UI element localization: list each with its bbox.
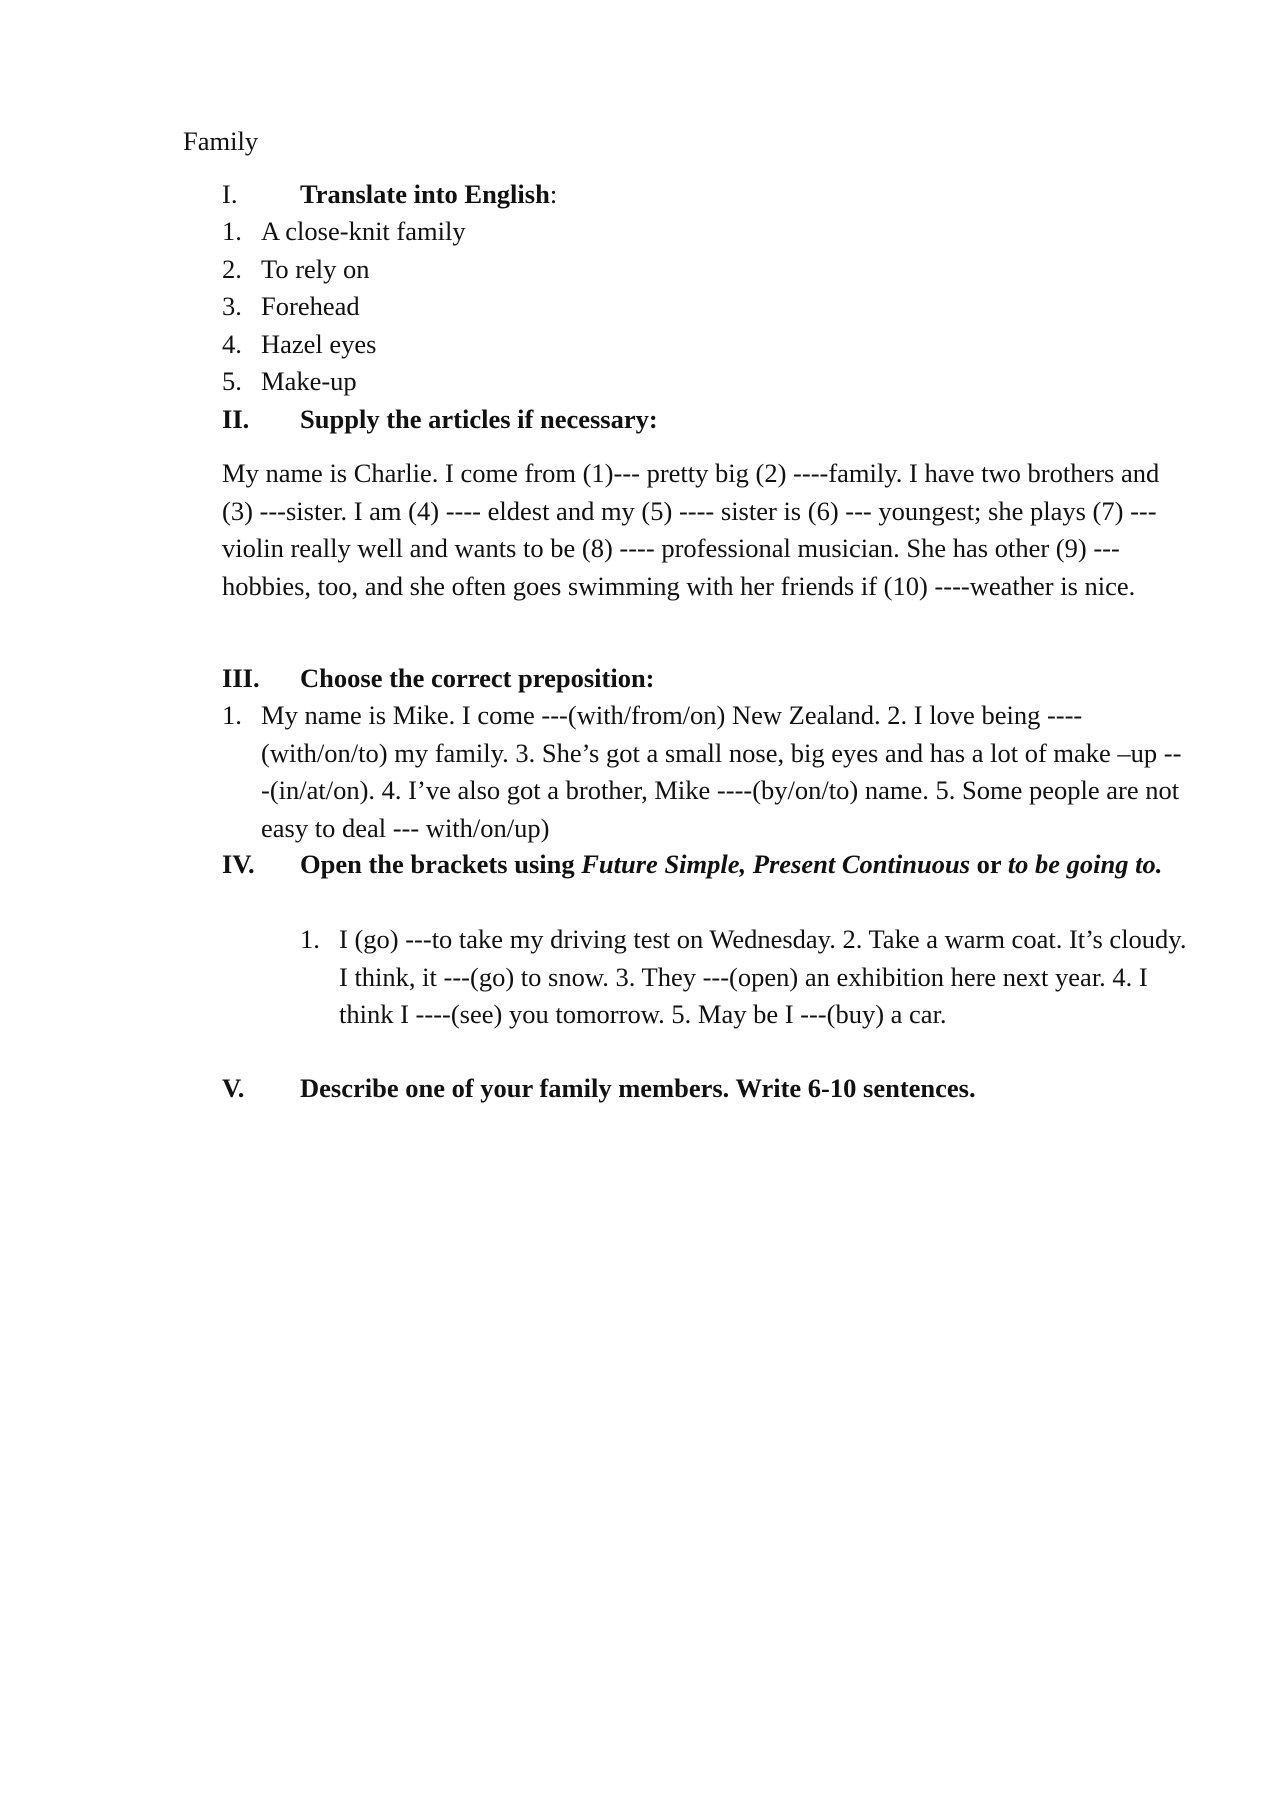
- section-2-numeral: II.: [222, 404, 250, 434]
- list-item-text: To rely on: [261, 253, 370, 284]
- list-item-number: 2.: [222, 253, 242, 284]
- list-item-number: 1.: [300, 924, 320, 954]
- list-item: [222, 251, 1182, 289]
- list-item-number: 3.: [222, 291, 242, 321]
- list-item: [222, 697, 1182, 847]
- section-1-heading-colon: :: [549, 179, 558, 209]
- section-1-numeral: I.: [222, 179, 238, 209]
- section-3-heading: [222, 660, 1182, 698]
- section-4-heading-part-1: Open the brackets using: [300, 849, 582, 879]
- list-item-number: 1.: [222, 700, 242, 730]
- list-item: [222, 288, 1182, 326]
- list-item: [222, 363, 1182, 401]
- list-item: [222, 326, 1182, 364]
- list-item-text: My name is Mike. I come ---(with/from/on) New Zealand. 2. I love being ---- (with/on/to) my family. 3. She’s got a small nose, big eyes and has a lot of make –up ---(in/at/on). 4. I’ve also got a brother, Mike ----(by/on/to) name. 5. Some people are not easy to deal --- with/on/up): [261, 700, 1182, 843]
- section-4-heading: [222, 846, 1182, 884]
- list-item-number: 4.: [222, 328, 242, 359]
- list-item-number: 1.: [222, 216, 242, 246]
- section-3-numeral: III.: [222, 663, 260, 693]
- section-1-heading-text: Translate into English: [300, 179, 550, 209]
- section-2-paragraph: My name is Charlie. I come from (1)--- pretty big (2) ----family. I have two brothers and (3) ---sister. I am (4) ---- eldest and my (5) ---- sister is (6) --- youngest; she plays (7) --- violin really well and wants to be (8) ---- professional musician. She has other (9) --- hobbies, too, and she often goes swimming with her friends if (10) ----weather is nice.: [222, 458, 1160, 601]
- section-5-heading-text: Describe one of your family members. Write 6-10 sentences.: [300, 1073, 976, 1103]
- section-1-heading: [222, 176, 1182, 214]
- section-2-heading: [222, 401, 1182, 439]
- list-item-text: Forehead: [261, 291, 360, 321]
- section-4-heading-tenses: Future Simple, Present Continuous: [581, 849, 971, 879]
- section-4-heading-text: [300, 846, 1182, 884]
- section-3-heading-text: Choose the correct preposition:: [300, 663, 655, 693]
- section-1-heading-text-wrap: [300, 176, 1182, 214]
- section-5-numeral: V.: [222, 1073, 245, 1103]
- section-1-list: [222, 213, 1182, 401]
- section-4-heading-going-to: to be going to.: [1007, 849, 1163, 879]
- section-4-list-item: [300, 921, 1190, 1034]
- section-4-heading-part-2: or: [970, 849, 1008, 879]
- list-item-text: A close-knit family: [261, 216, 466, 246]
- list-item-number: 5.: [222, 366, 242, 396]
- section-5-heading: [222, 1070, 1182, 1108]
- list-item-text: Make-up: [261, 366, 357, 396]
- document-title: Family: [183, 126, 259, 156]
- section-3-list: [222, 697, 1182, 847]
- section-2-heading-text: Supply the articles if necessary:: [300, 404, 658, 434]
- list-item-text: Hazel eyes: [261, 328, 377, 359]
- list-item: [222, 213, 1182, 251]
- section-4-numeral: IV.: [222, 849, 255, 879]
- list-item-text: I (go) ---to take my driving test on Wednesday. 2. Take a warm coat. It’s cloudy. I think, it ---(go) to snow. 3. They ---(open) an exhibition here next year. 4. I think I ----(see) you tomorrow. 5. May be I ---(buy) a car.: [339, 924, 1187, 1029]
